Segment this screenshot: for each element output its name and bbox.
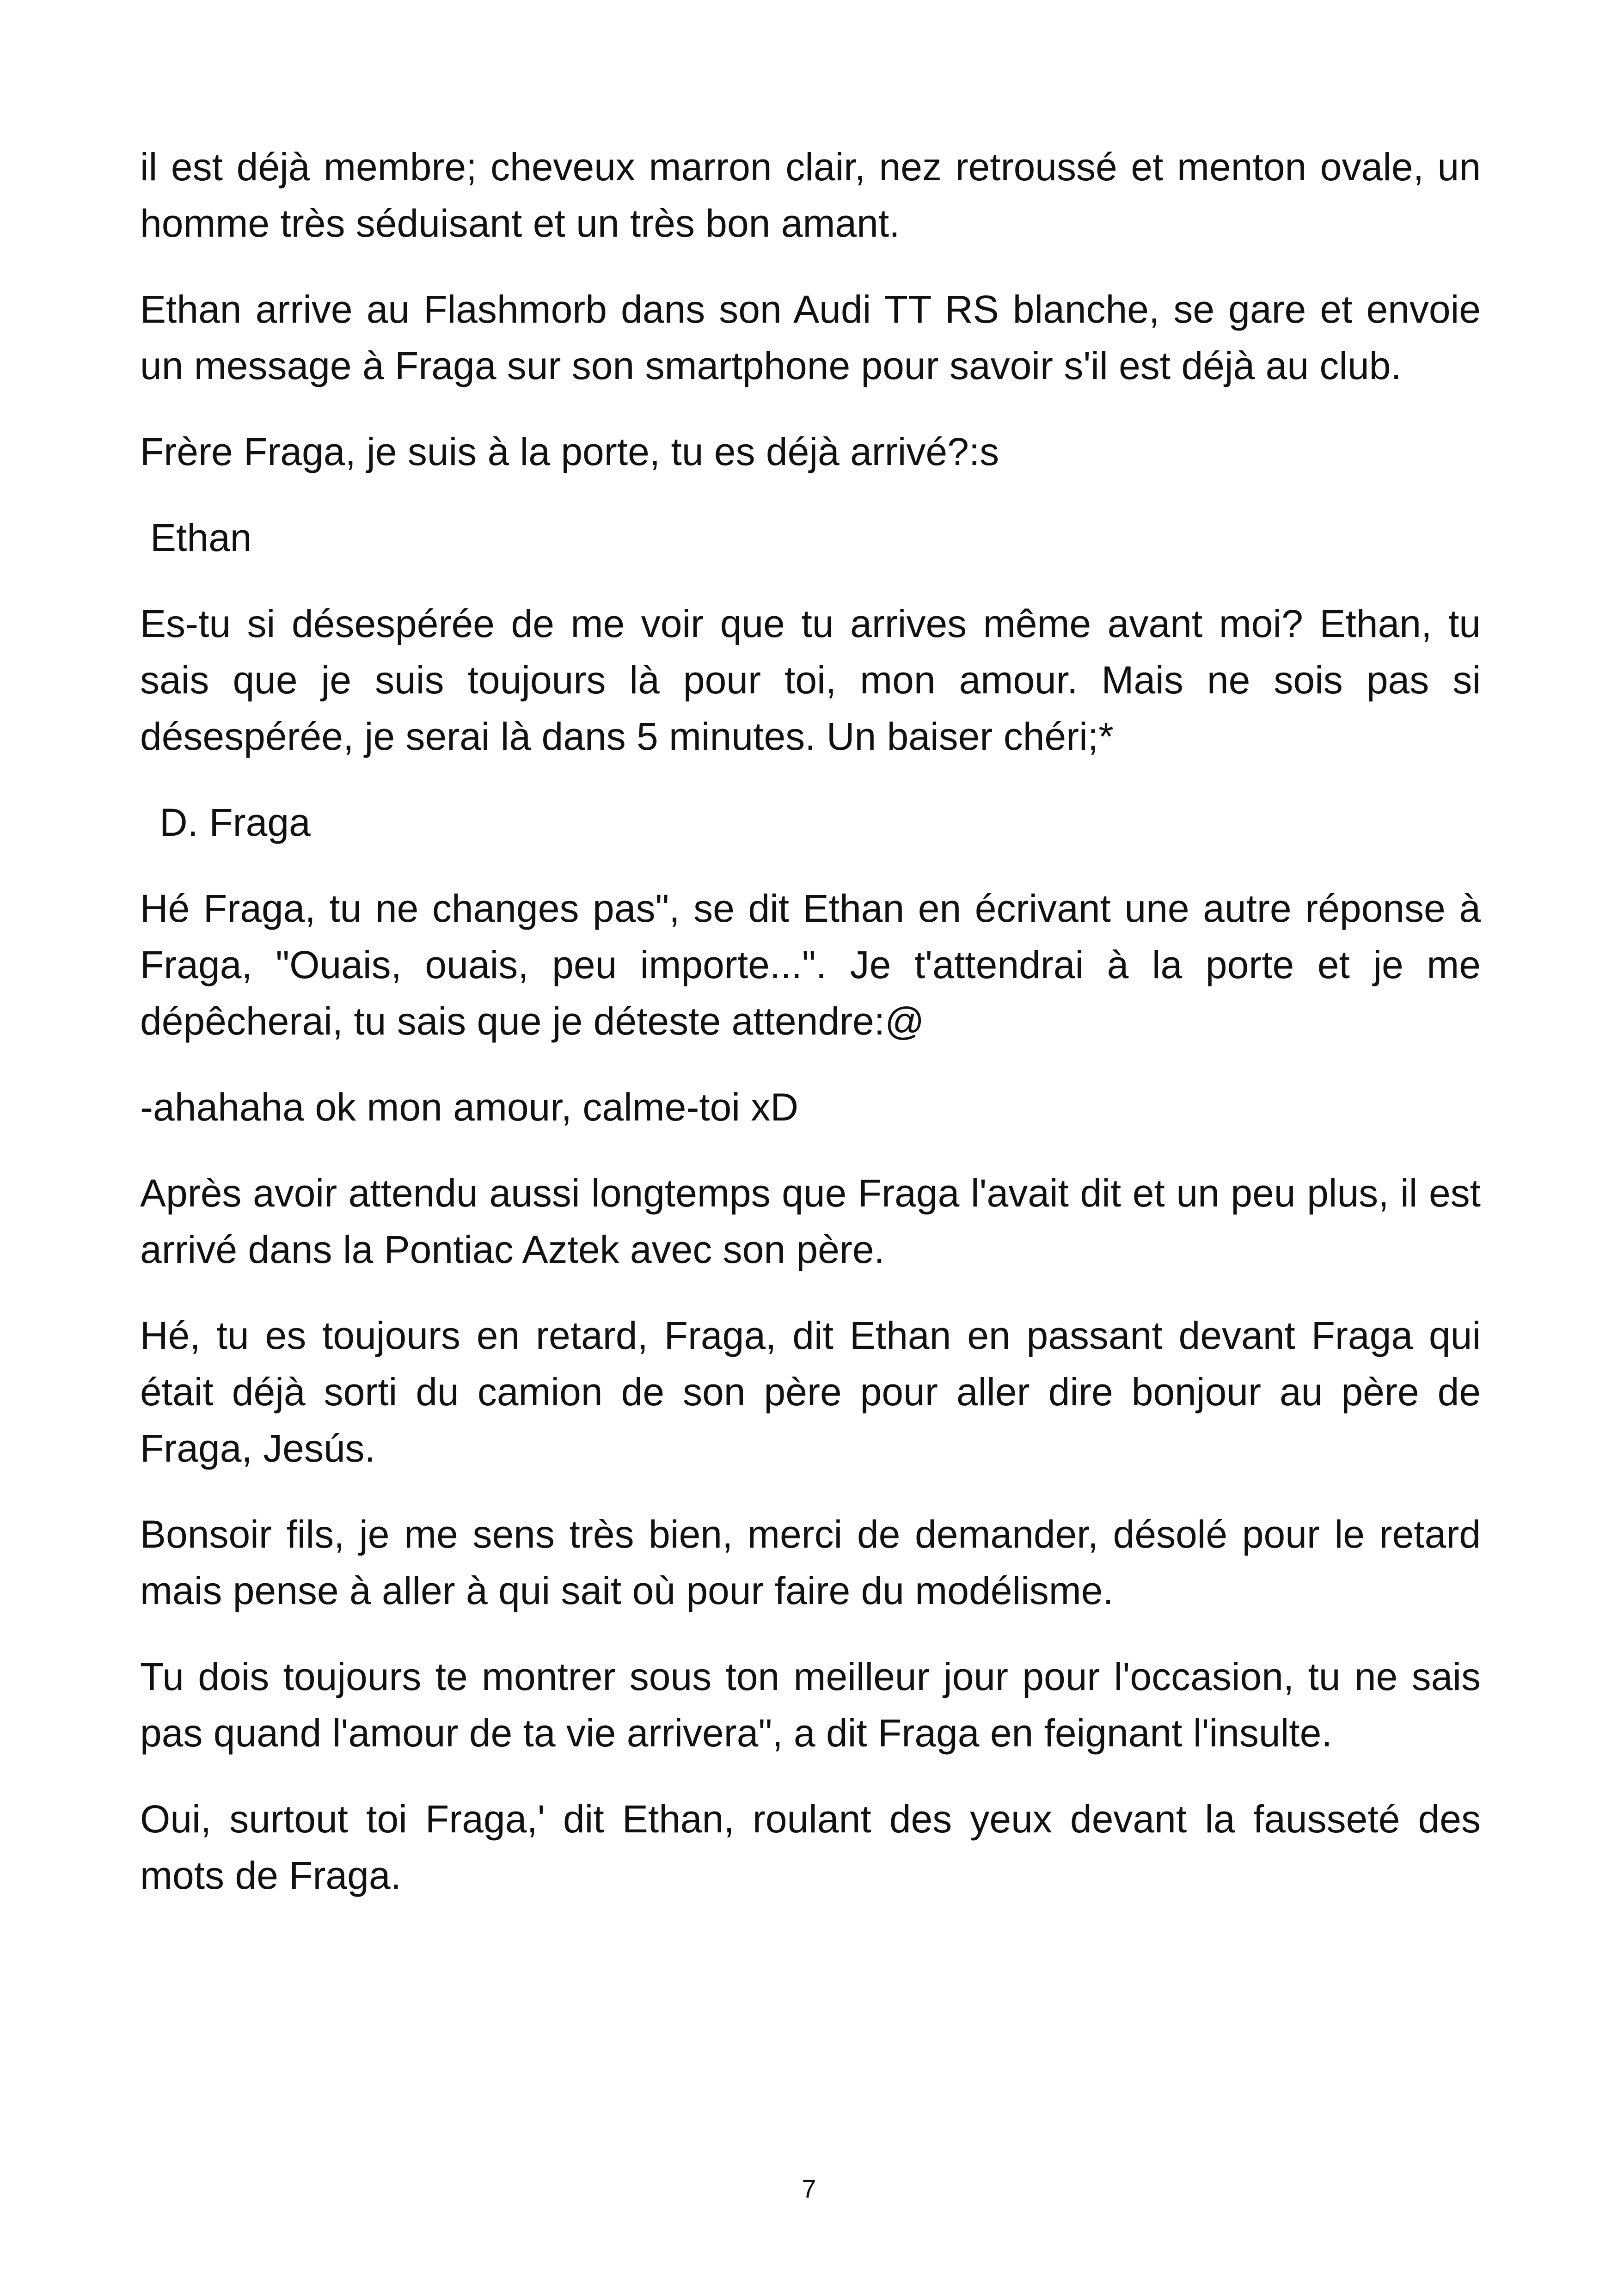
paragraph: Oui, surtout toi Fraga,' dit Ethan, roulant des yeux devant la fausseté des mots de Fraga. xyxy=(140,1797,1481,1897)
message-line: Frère Fraga, je suis à la porte, tu es déjà arrivé?:s xyxy=(140,430,999,473)
page-number: 7 xyxy=(802,2174,816,2203)
message-signature: Ethan xyxy=(150,516,252,559)
paragraph: Hé Fraga, tu ne changes pas", se dit Ethan en écrivant une autre réponse à Fraga, "Ouais, ouais, peu importe...". Je t'attendrai à la porte et je me dépêcherai, tu sais que je déteste attendre:@ xyxy=(140,887,1481,1043)
message-signature: D. Fraga xyxy=(159,801,311,844)
paragraph: Es-tu si désespérée de me voir que tu arrives même avant moi? Ethan, tu sais que je suis toujours là pour toi, mon amour. Mais ne sois pas si désespérée, je serai là dans 5 minutes. Un baiser chéri;* xyxy=(140,602,1481,758)
paragraph: il est déjà membre; cheveux marron clair, nez retroussé et menton ovale, un homme très séduisant et un très bon amant. xyxy=(140,145,1481,245)
paragraph: Bonsoir fils, je me sens très bien, merci de demander, désolé pour le retard mais pense à aller à qui sait où pour faire du modélisme. xyxy=(140,1512,1481,1612)
message-line: -ahahaha ok mon amour, calme-toi xD xyxy=(140,1085,799,1129)
paragraph: Tu dois toujours te montrer sous ton meilleur jour pour l'occasion, tu ne sais pas quand l'amour de ta vie arrivera", a dit Fraga en feignant l'insulte. xyxy=(140,1655,1481,1755)
paragraph: Après avoir attendu aussi longtemps que Fraga l'avait dit et un peu plus, il est arrivé dans la Pontiac Aztek avec son père. xyxy=(140,1171,1481,1271)
body-text xyxy=(140,139,1481,1933)
paragraph: Ethan arrive au Flashmorb dans son Audi TT RS blanche, se gare et envoie un message à Fraga sur son smartphone pour savoir s'il est déjà au club. xyxy=(140,288,1481,387)
paragraph: Hé, tu es toujours en retard, Fraga, dit Ethan en passant devant Fraga qui était déjà sorti du camion de son père pour aller dire bonjour au père de Fraga, Jesús. xyxy=(140,1314,1481,1470)
